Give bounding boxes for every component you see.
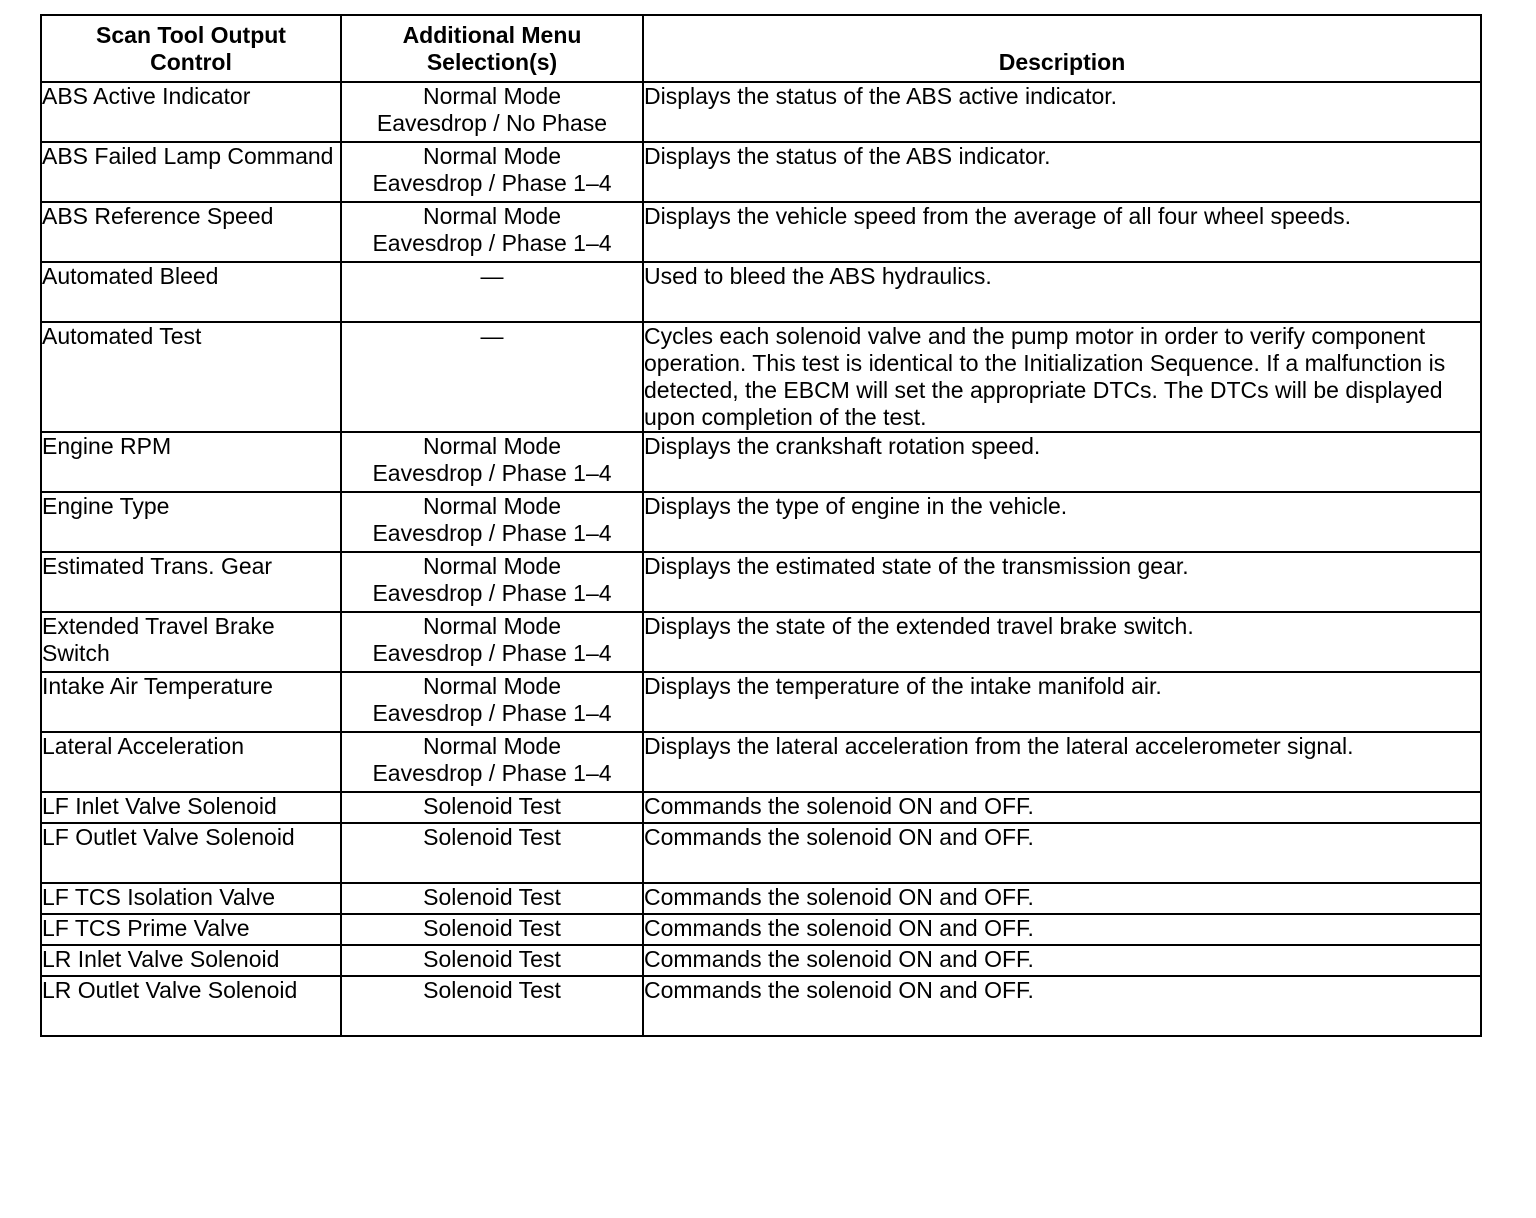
cell-control: LF TCS Prime Valve <box>41 914 341 945</box>
table-row <box>41 945 1481 976</box>
cell-description: Cycles each solenoid valve and the pump motor in order to verify component operation. This test is identical to the Initialization Sequence. If a malfunction is detected, the EBCM will set the appropriate DTCs. The DTCs will be displayed upon completion of the test. <box>643 322 1481 432</box>
cell-control: LF Inlet Valve Solenoid <box>41 792 341 823</box>
cell-control: Automated Bleed <box>41 262 341 322</box>
cell-description: Displays the vehicle speed from the average of all four wheel speeds. <box>643 202 1481 262</box>
header-scan-tool-output-control: Scan Tool Output Control <box>41 15 341 82</box>
cell-menu-selection: Solenoid Test <box>341 792 643 823</box>
table-row <box>41 883 1481 914</box>
table-row <box>41 492 1481 552</box>
cell-description: Commands the solenoid ON and OFF. <box>643 945 1481 976</box>
cell-menu-selection: Normal Mode Eavesdrop / Phase 1–4 <box>341 612 643 672</box>
cell-menu-selection: Normal Mode Eavesdrop / Phase 1–4 <box>341 142 643 202</box>
cell-description: Displays the type of engine in the vehicle. <box>643 492 1481 552</box>
cell-control: LR Outlet Valve Solenoid <box>41 976 341 1036</box>
cell-description: Commands the solenoid ON and OFF. <box>643 792 1481 823</box>
cell-description: Commands the solenoid ON and OFF. <box>643 976 1481 1036</box>
table-row <box>41 142 1481 202</box>
cell-description: Commands the solenoid ON and OFF. <box>643 914 1481 945</box>
table-row <box>41 792 1481 823</box>
table-row <box>41 823 1481 883</box>
cell-control: LF Outlet Valve Solenoid <box>41 823 341 883</box>
table-row <box>41 976 1481 1036</box>
cell-menu-selection: Normal Mode Eavesdrop / Phase 1–4 <box>341 202 643 262</box>
table-body <box>41 82 1481 1036</box>
table-row <box>41 914 1481 945</box>
cell-menu-selection: — <box>341 322 643 432</box>
cell-menu-selection: Normal Mode Eavesdrop / Phase 1–4 <box>341 432 643 492</box>
cell-description: Displays the crankshaft rotation speed. <box>643 432 1481 492</box>
cell-control: LF TCS Isolation Valve <box>41 883 341 914</box>
header-description: Description <box>643 15 1481 82</box>
table-row <box>41 432 1481 492</box>
table-row <box>41 672 1481 732</box>
table-row <box>41 552 1481 612</box>
cell-control: Intake Air Temperature <box>41 672 341 732</box>
cell-control: ABS Active Indicator <box>41 82 341 142</box>
cell-menu-selection: Normal Mode Eavesdrop / Phase 1–4 <box>341 732 643 792</box>
cell-control: Engine RPM <box>41 432 341 492</box>
cell-description: Used to bleed the ABS hydraulics. <box>643 262 1481 322</box>
cell-menu-selection: Solenoid Test <box>341 914 643 945</box>
cell-description: Displays the estimated state of the transmission gear. <box>643 552 1481 612</box>
cell-menu-selection: Normal Mode Eavesdrop / Phase 1–4 <box>341 492 643 552</box>
cell-control: ABS Failed Lamp Command <box>41 142 341 202</box>
cell-menu-selection: Normal Mode Eavesdrop / Phase 1–4 <box>341 672 643 732</box>
table-row <box>41 82 1481 142</box>
cell-description: Displays the lateral acceleration from the lateral accelerometer signal. <box>643 732 1481 792</box>
cell-menu-selection: Solenoid Test <box>341 976 643 1036</box>
header-additional-menu-selections: Additional Menu Selection(s) <box>341 15 643 82</box>
cell-description: Commands the solenoid ON and OFF. <box>643 823 1481 883</box>
cell-description: Displays the state of the extended travel brake switch. <box>643 612 1481 672</box>
cell-menu-selection: Solenoid Test <box>341 823 643 883</box>
cell-control: Automated Test <box>41 322 341 432</box>
scan-tool-output-control-table <box>40 14 1482 1037</box>
cell-control: LR Inlet Valve Solenoid <box>41 945 341 976</box>
cell-description: Displays the temperature of the intake manifold air. <box>643 672 1481 732</box>
header-row <box>41 15 1481 82</box>
table-row <box>41 202 1481 262</box>
cell-menu-selection: Solenoid Test <box>341 945 643 976</box>
cell-description: Displays the status of the ABS active indicator. <box>643 82 1481 142</box>
cell-menu-selection: Solenoid Test <box>341 883 643 914</box>
cell-menu-selection: — <box>341 262 643 322</box>
cell-control: Extended Travel Brake Switch <box>41 612 341 672</box>
table-row <box>41 612 1481 672</box>
cell-description: Displays the status of the ABS indicator. <box>643 142 1481 202</box>
cell-menu-selection: Normal Mode Eavesdrop / Phase 1–4 <box>341 552 643 612</box>
cell-control: Engine Type <box>41 492 341 552</box>
table-header <box>41 15 1481 82</box>
table-row <box>41 262 1481 322</box>
table-row <box>41 322 1481 432</box>
table-row <box>41 732 1481 792</box>
cell-control: Estimated Trans. Gear <box>41 552 341 612</box>
cell-control: Lateral Acceleration <box>41 732 341 792</box>
cell-control: ABS Reference Speed <box>41 202 341 262</box>
cell-menu-selection: Normal Mode Eavesdrop / No Phase <box>341 82 643 142</box>
cell-description: Commands the solenoid ON and OFF. <box>643 883 1481 914</box>
